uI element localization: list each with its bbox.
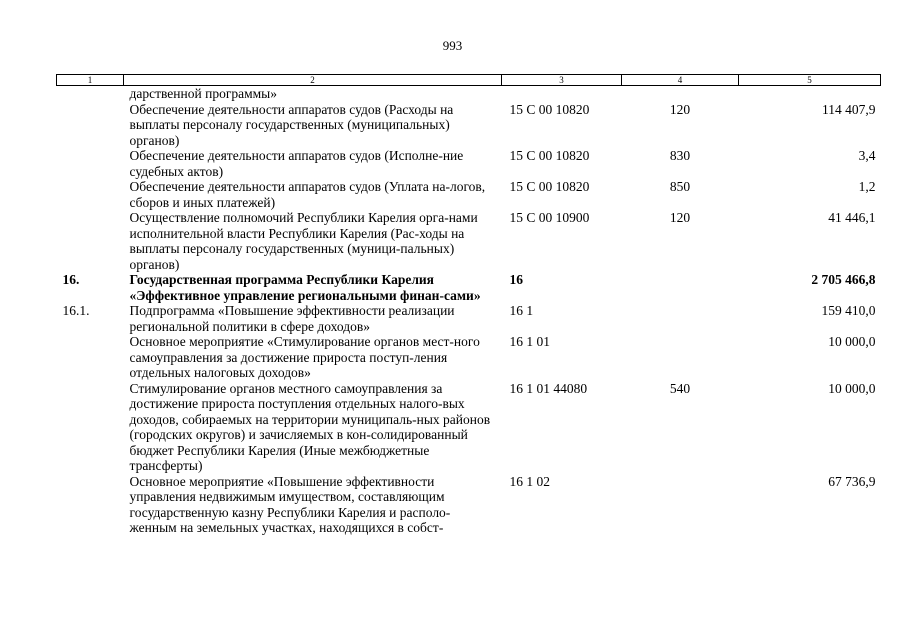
- table-row: [57, 303, 881, 334]
- table-row: [57, 86, 881, 102]
- row-name: Основное мероприятие «Стимулирование органов мест-ного самоуправления за достижение прироста поступ-ления отдельных налоговых доходов»: [129, 334, 480, 380]
- table-body: [57, 86, 881, 536]
- row-amount: [739, 86, 881, 102]
- column-number-row: [57, 75, 881, 86]
- row-target-code: 15 С 00 10820: [509, 101, 590, 117]
- row-number: [57, 474, 124, 536]
- row-name: Основное мероприятие «Повышение эффективности управления недвижимым имуществом, составляющим государственную казну Республики Карелия и располо-женным на земельных участках, находящихся в собст-: [129, 473, 451, 535]
- column-number-3: 3: [502, 75, 622, 86]
- row-amount: 1,2: [858, 179, 876, 194]
- budget-table: [56, 74, 881, 536]
- row-name: дарственной программы»: [129, 86, 277, 101]
- row-target-code: 16: [509, 272, 523, 287]
- row-amount: 41 446,1: [828, 210, 876, 225]
- row-name: Подпрограмма «Повышение эффективности реализации региональной политики в сфере доходов»: [129, 303, 455, 334]
- row-name: Обеспечение деятельности аппаратов судов (Уплата на-логов, сборов и иных платежей): [129, 179, 486, 210]
- row-expense-type: 850: [669, 179, 691, 194]
- row-target-code: 16 1 02: [509, 473, 550, 489]
- row-amount: 114 407,9: [822, 101, 876, 117]
- page-number: 993: [442, 38, 463, 53]
- row-number: [57, 381, 124, 474]
- row-expense-type: 540: [669, 380, 691, 396]
- row-target-code: 15 С 00 10900: [509, 210, 590, 225]
- column-number-5: 5: [739, 75, 881, 86]
- row-expense-type: [622, 334, 739, 381]
- row-target-code: 15 С 00 10820: [509, 179, 590, 194]
- table-row: [57, 148, 881, 179]
- row-amount: 2 705 466,8: [811, 272, 876, 287]
- row-amount: 10 000,0: [828, 334, 876, 349]
- table-row: [57, 179, 881, 210]
- row-name: Стимулирование органов местного самоуправления за достижение прироста поступления отдельных налого-вых доходов, собираемых на территории муниципаль-ных районов (городских округов) и зачисляемых в кон-солидированный бюджет Республики Карелия (Иные межбюджетные трансферты): [129, 380, 491, 473]
- row-number: 16.1.: [62, 303, 90, 318]
- row-number: [57, 179, 124, 210]
- row-number: 16.: [62, 272, 80, 287]
- row-expense-type: [622, 86, 739, 102]
- table-row: [57, 334, 881, 381]
- column-number-4: 4: [622, 75, 739, 86]
- row-number: [57, 102, 124, 149]
- table-row: [57, 102, 881, 149]
- row-amount: 67 736,9: [828, 473, 876, 489]
- row-target-code: 16 1: [509, 303, 534, 318]
- row-name: Обеспечение деятельности аппаратов судов (Расходы на выплаты персоналу государственных (муниципальных) органов): [129, 101, 454, 148]
- table-row: [57, 272, 881, 303]
- row-expense-type: [622, 303, 739, 334]
- column-number-2: 2: [124, 75, 502, 86]
- row-name: Государственная программа Республики Карелия «Эффективное управление региональными финан-сами»: [129, 272, 481, 303]
- row-number: [57, 148, 124, 179]
- row-target-code: 16 1 01 44080: [509, 380, 588, 396]
- row-target-code: [502, 86, 622, 102]
- column-number-1: 1: [57, 75, 124, 86]
- row-expense-type: 120: [669, 210, 691, 225]
- row-amount: 159 410,0: [821, 303, 876, 318]
- row-expense-type: [622, 272, 739, 303]
- row-amount: 3,4: [858, 148, 876, 163]
- table-row: [57, 381, 881, 474]
- row-number: [57, 86, 124, 102]
- row-target-code: 16 1 01: [509, 334, 550, 349]
- row-expense-type: [622, 474, 739, 536]
- row-name: Обеспечение деятельности аппаратов судов (Исполне-ние судебных актов): [129, 148, 464, 179]
- row-target-code: 15 С 00 10820: [509, 148, 590, 163]
- row-number: [57, 210, 124, 272]
- table-row: [57, 210, 881, 272]
- row-expense-type: 830: [669, 148, 691, 163]
- table-row: [57, 474, 881, 536]
- row-name: Осуществление полномочий Республики Карелия орга-нами исполнительной власти Республики Карелия (Рас-ходы на выплаты персоналу государственных (муници-пальных) органов): [129, 210, 478, 272]
- row-number: [57, 334, 124, 381]
- row-amount: 10 000,0: [828, 380, 876, 396]
- row-expense-type: 120: [669, 101, 691, 117]
